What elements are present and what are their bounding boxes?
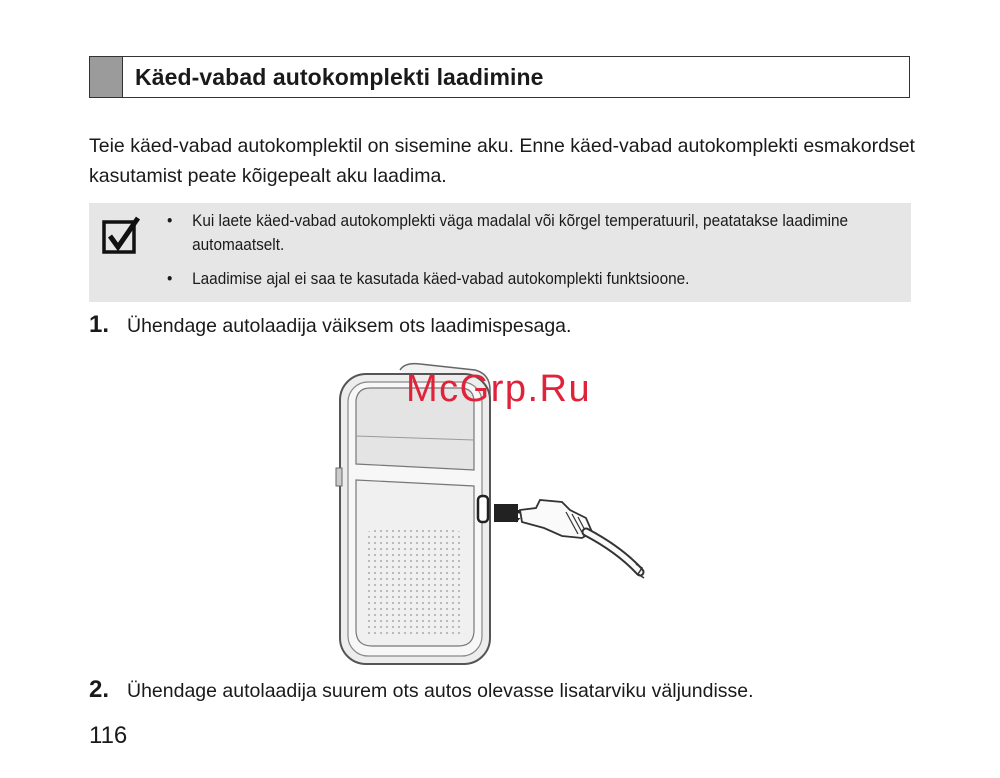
note-item-text: Kui laete käed-vabad autokomplekti väga madalal või kõrgel temperatuuril, peatatakse laadimine automaatselt. — [192, 212, 849, 254]
section-title: Käed-vabad autokomplekti laadimine — [135, 63, 544, 90]
note-list — [167, 209, 892, 301]
title-tab-marker — [90, 57, 123, 97]
watermark-text: McGrp.Ru — [406, 368, 592, 410]
bullet-icon: • — [167, 212, 173, 230]
note-item — [167, 209, 892, 257]
step-text: Ühendage autolaadija väiksem ots laadimispesaga. — [127, 315, 572, 337]
checkbox-icon — [102, 216, 142, 256]
note-box — [89, 203, 911, 302]
step-number: 1. — [89, 311, 110, 338]
step-1 — [89, 311, 571, 339]
intro-paragraph: Teie käed-vabad autokomplektil on sisemine aku. Enne käed-vabad autokomplekti esmakordset kasutamist peate kõigepealt aku laadima. — [89, 135, 915, 187]
note-item — [167, 267, 892, 291]
step-text: Ühendage autolaadija suurem ots autos olevasse lisatarviku väljundisse. — [127, 680, 754, 702]
note-item-text: Laadimise ajal ei saa te kasutada käed-vabad autokomplekti funktsioone. — [192, 270, 690, 288]
bullet-icon: • — [167, 270, 173, 288]
step-number: 2. — [89, 676, 110, 703]
section-title-box — [89, 56, 910, 98]
step-2 — [89, 676, 754, 704]
page-number: 116 — [89, 722, 128, 749]
